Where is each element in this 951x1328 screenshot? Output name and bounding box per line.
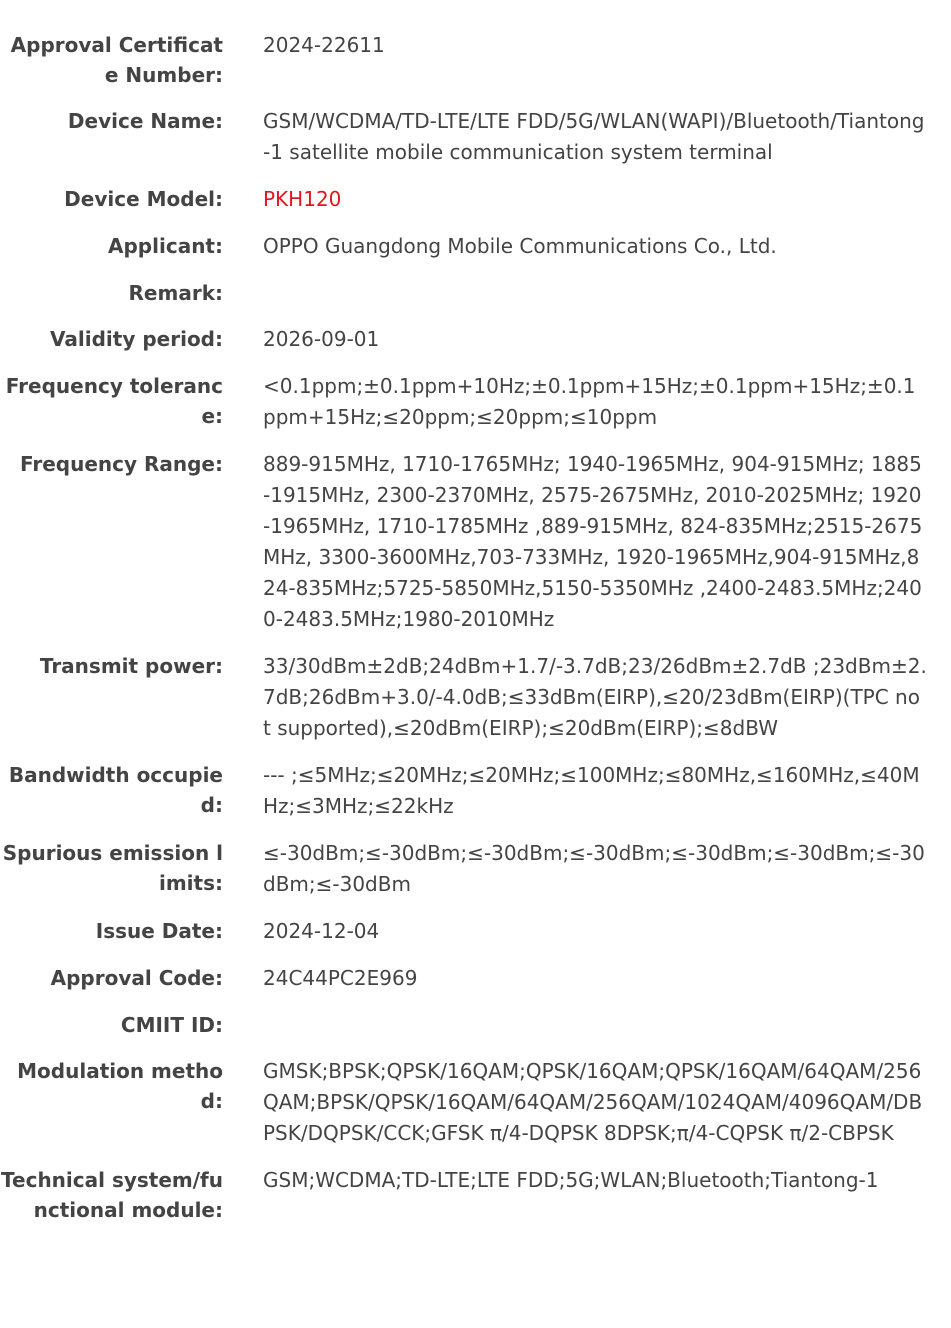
frequency-range-label: Frequency Range:	[19, 452, 223, 476]
row-cmiit-id	[0, 1010, 951, 1040]
approval-code-label: Approval Code:	[50, 966, 223, 990]
row-device-model	[0, 184, 951, 215]
technical-system-value: GSM;WCDMA;TD-LTE;LTE FDD;5G;WLAN;Bluetooth;Tiantong-1	[263, 1168, 879, 1192]
certificate-details-table	[0, 30, 951, 1241]
frequency-tolerance-label: Frequency tolerance:	[5, 374, 223, 428]
device-model-label: Device Model:	[64, 187, 223, 211]
validity-period-value: 2026-09-01	[263, 327, 380, 351]
row-validity-period	[0, 324, 951, 355]
approval-certificate-number-value: 2024-22611	[263, 33, 385, 57]
spurious-emission-limits-label: Spurious emission limits:	[2, 841, 223, 895]
issue-date-value: 2024-12-04	[263, 919, 380, 943]
device-name-label: Device Name:	[67, 109, 223, 133]
applicant-label: Applicant:	[108, 234, 223, 258]
spurious-emission-limits-value: ≤-30dBm;≤-30dBm;≤-30dBm;≤-30dBm;≤-30dBm;≤-30dBm;≤-30dBm;≤-30dBm	[263, 841, 925, 896]
row-approval-code	[0, 963, 951, 994]
bandwidth-occupied-value: --- ;≤5MHz;≤20MHz;≤20MHz;≤100MHz;≤80MHz,≤160MHz,≤40MHz;≤3MHz;≤22kHz	[263, 763, 920, 818]
modulation-method-value: GMSK;BPSK;QPSK/16QAM;QPSK/16QAM;QPSK/16QAM/64QAM/256QAM;BPSK/QPSK/16QAM/64QAM/256QAM/1024QAM/4096QAM/DBPSK/DQPSK/CCK;GFSK π/4-DQPSK 8DPSK;π/4-CQPSK π/2-CBPSK	[263, 1059, 923, 1145]
row-modulation-method	[0, 1056, 951, 1149]
row-approval-certificate-number	[0, 30, 951, 90]
transmit-power-value: 33/30dBm±2dB;24dBm+1.7/-3.7dB;23/26dBm±2.7dB ;23dBm±2.7dB;26dBm+3.0/-4.0dB;≤33dBm(EIRP),≤20/23dBm(EIRP)(TPC not supported),≤20dBm(EIRP);≤20dBm(EIRP);≤8dBW	[263, 654, 927, 740]
row-spurious-emission-limits	[0, 838, 951, 900]
technical-system-label: Technical system/functional module:	[1, 1168, 223, 1222]
cmiit-id-label: CMIIT ID:	[120, 1013, 223, 1037]
row-frequency-range	[0, 449, 951, 635]
row-issue-date	[0, 916, 951, 947]
applicant-value: OPPO Guangdong Mobile Communications Co., Ltd.	[263, 234, 777, 258]
bandwidth-occupied-label: Bandwidth occupied:	[8, 763, 223, 817]
row-remark	[0, 278, 951, 308]
modulation-method-label: Modulation method:	[17, 1059, 223, 1113]
row-device-name	[0, 106, 951, 168]
issue-date-label: Issue Date:	[95, 919, 223, 943]
row-transmit-power	[0, 651, 951, 744]
row-applicant	[0, 231, 951, 262]
device-name-value: GSM/WCDMA/TD-LTE/LTE FDD/5G/WLAN(WAPI)/Bluetooth/Tiantong-1 satellite mobile communication system terminal	[263, 109, 925, 164]
approval-code-value: 24C44PC2E969	[263, 966, 418, 990]
frequency-tolerance-value: <0.1ppm;±0.1ppm+10Hz;±0.1ppm+15Hz;±0.1ppm+15Hz;±0.1ppm+15Hz;≤20ppm;≤20ppm;≤10ppm	[263, 374, 916, 429]
row-bandwidth-occupied	[0, 760, 951, 822]
transmit-power-label: Transmit power:	[39, 654, 223, 678]
row-technical-system	[0, 1165, 951, 1225]
row-frequency-tolerance	[0, 371, 951, 433]
validity-period-label: Validity period:	[50, 327, 223, 351]
frequency-range-value: 889-915MHz, 1710-1765MHz; 1940-1965MHz, 904-915MHz; 1885-1915MHz, 2300-2370MHz, 2575-2675MHz, 2010-2025MHz; 1920-1965MHz, 1710-1785MHz ,889-915MHz, 824-835MHz;2515-2675MHz, 3300-3600MHz,703-733MHz, 1920-1965MHz,904-915MHz,824-835MHz;5725-5850MHz,5150-5350MHz ,2400-2483.5MHz;2400-2483.5MHz;1980-2010MHz	[263, 452, 923, 631]
approval-certificate-number-label: Approval Certificate Number:	[10, 33, 223, 87]
remark-label: Remark:	[128, 281, 223, 305]
device-model-value: PKH120	[263, 187, 342, 211]
